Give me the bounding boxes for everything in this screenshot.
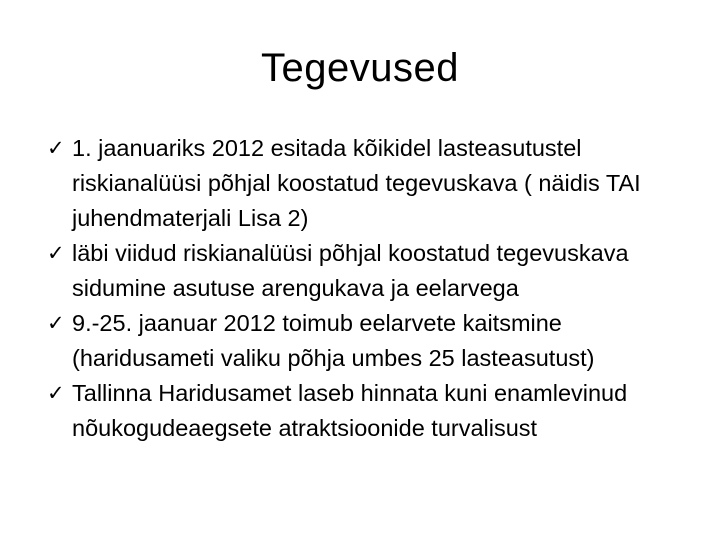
bullet-text: läbi viidud riskianalüüsi põhjal koostatud tegevuskava sidumine asutuse arengukava ja eelarvega [72,240,629,301]
bullet-list [47,131,707,446]
bullet-item [47,306,707,376]
bullet-text: 9.-25. jaanuar 2012 toimub eelarvete kaitsmine (haridusameti valiku põhja umbes 25 lasteasutust) [72,310,595,371]
bullet-item [47,376,707,446]
bullet-item [47,131,707,236]
bullet-item [47,236,707,306]
checkmark-icon: ✓ [47,242,65,265]
bullet-text: Tallinna Haridusamet laseb hinnata kuni enamlevinud nõukogudeaegsete atraktsioonide turvalisust [72,380,628,441]
checkmark-icon: ✓ [47,312,65,335]
slide-title: Tegevused [261,46,459,90]
bullet-text: 1. jaanuariks 2012 esitada kõikidel lasteasutustel riskianalüüsi põhjal koostatud tegevuskava ( näidis TAI juhendmaterjali Lisa 2) [72,135,641,231]
checkmark-icon: ✓ [47,382,65,405]
checkmark-icon: ✓ [47,137,65,160]
